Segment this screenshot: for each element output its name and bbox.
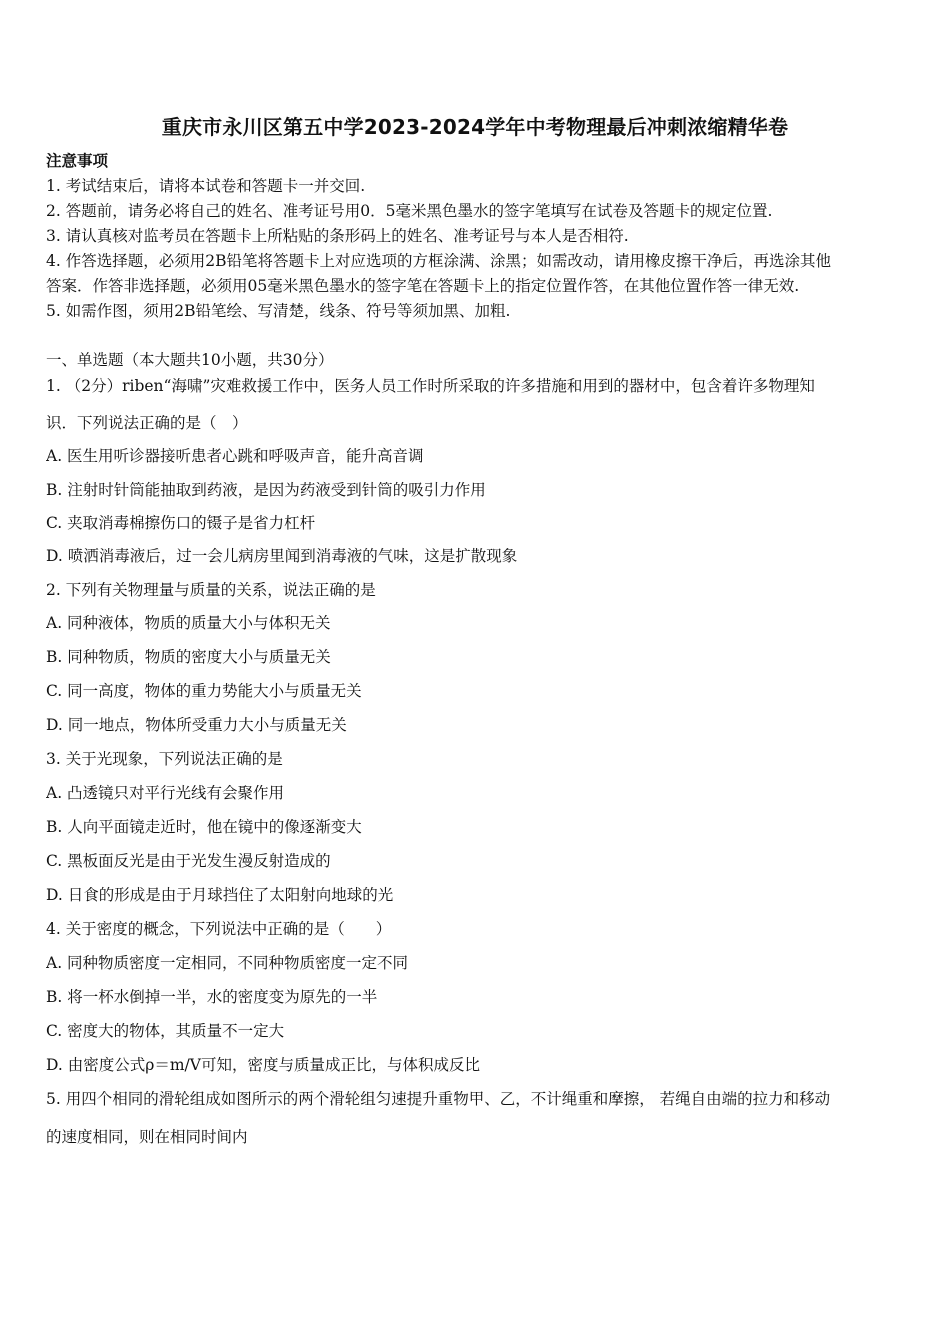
q1-option-c: C. 夹取消毒棉擦伤口的镊子是省力杠杆 bbox=[46, 514, 316, 532]
q3-option-c: C. 黑板面反光是由于光发生漫反射造成的 bbox=[46, 852, 331, 870]
notice-item-2: 2. 答题前，请务必将自己的姓名、准考证号用0．5毫米黑色墨水的签字笔填写在试卷及答题卡的规定位置. bbox=[46, 202, 773, 220]
q3-stem: 3. 关于光现象，下列说法正确的是 bbox=[46, 750, 283, 768]
q2-option-a: A. 同种液体，物质的质量大小与体积无关 bbox=[46, 614, 331, 632]
q4-option-d: D. 由密度公式ρ＝m/V可知，密度与质量成正比，与体积成反比 bbox=[46, 1056, 480, 1074]
q3-option-b: B. 人向平面镜走近时，他在镜中的像逐渐变大 bbox=[46, 818, 362, 836]
q1-option-b: B. 注射时针筒能抽取到药液，是因为药液受到针筒的吸引力作用 bbox=[46, 481, 486, 499]
q2-option-c: C. 同一高度，物体的重力势能大小与质量无关 bbox=[46, 682, 362, 700]
q1-option-d: D. 喷洒消毒液后，过一会儿病房里闻到消毒液的气味，这是扩散现象 bbox=[46, 547, 518, 565]
notice-item-1: 1. 考试结束后，请将本试卷和答题卡一并交回. bbox=[46, 177, 366, 195]
notice-heading: 注意事项 bbox=[46, 151, 109, 170]
q3-option-d: D. 日食的形成是由于月球挡住了太阳射向地球的光 bbox=[46, 886, 394, 904]
q1-option-a: A. 医生用听诊器接听患者心跳和呼吸声音，能升高音调 bbox=[46, 447, 424, 465]
q2-option-b: B. 同种物质，物质的密度大小与质量无关 bbox=[46, 648, 331, 666]
notice-item-3: 3. 请认真核对监考员在答题卡上所粘贴的条形码上的姓名、准考证号与本人是否相符. bbox=[46, 227, 629, 245]
notice-item-5: 5. 如需作图，须用2B铅笔绘、写清楚，线条、符号等须加黑、加粗. bbox=[46, 302, 511, 320]
notice-item-4: 4. 作答选择题，必须用2B铅笔将答题卡上对应选项的方框涂满、涂黑；如需改动，请用橡皮擦干净后，再选涂其他 bbox=[46, 252, 831, 270]
exam-title: 重庆市永川区第五中学2023-2024学年中考物理最后冲刺浓缩精华卷 bbox=[161, 115, 789, 139]
section-heading: 一、单选题（本大题共10小题，共30分） bbox=[46, 351, 334, 369]
q2-stem: 2. 下列有关物理量与质量的关系，说法正确的是 bbox=[46, 581, 376, 599]
q5-stem-line2: 的速度相同，则在相同时间内 bbox=[46, 1128, 248, 1146]
q5-stem-line1: 5. 用四个相同的滑轮组成如图所示的两个滑轮组匀速提升重物甲、乙，不计绳重和摩擦， 若绳自由端的拉力和移动 bbox=[46, 1090, 831, 1108]
q4-option-a: A. 同种物质密度一定相同，不同种物质密度一定不同 bbox=[46, 954, 409, 972]
q1-stem-line1: 1. （2分）riben“海啸”灾难救援工作中，医务人员工作时所采取的许多措施和用到的器材中，包含着许多物理知 bbox=[46, 377, 815, 395]
q3-option-a: A. 凸透镜只对平行光线有会聚作用 bbox=[46, 784, 285, 802]
q1-stem-line2: 识．下列说法正确的是（ ） bbox=[46, 414, 248, 432]
notice-item-4-cont: 答案．作答非选择题，必须用05毫米黑色墨水的签字笔在答题卡上的指定位置作答，在其他位置作答一律无效. bbox=[46, 277, 800, 295]
q4-option-b: B. 将一杯水倒掉一半，水的密度变为原先的一半 bbox=[46, 988, 378, 1006]
q4-stem: 4. 关于密度的概念，下列说法中正确的是（ ） bbox=[46, 920, 392, 938]
q2-option-d: D. 同一地点，物体所受重力大小与质量无关 bbox=[46, 716, 347, 734]
q4-option-c: C. 密度大的物体，其质量不一定大 bbox=[46, 1022, 285, 1040]
